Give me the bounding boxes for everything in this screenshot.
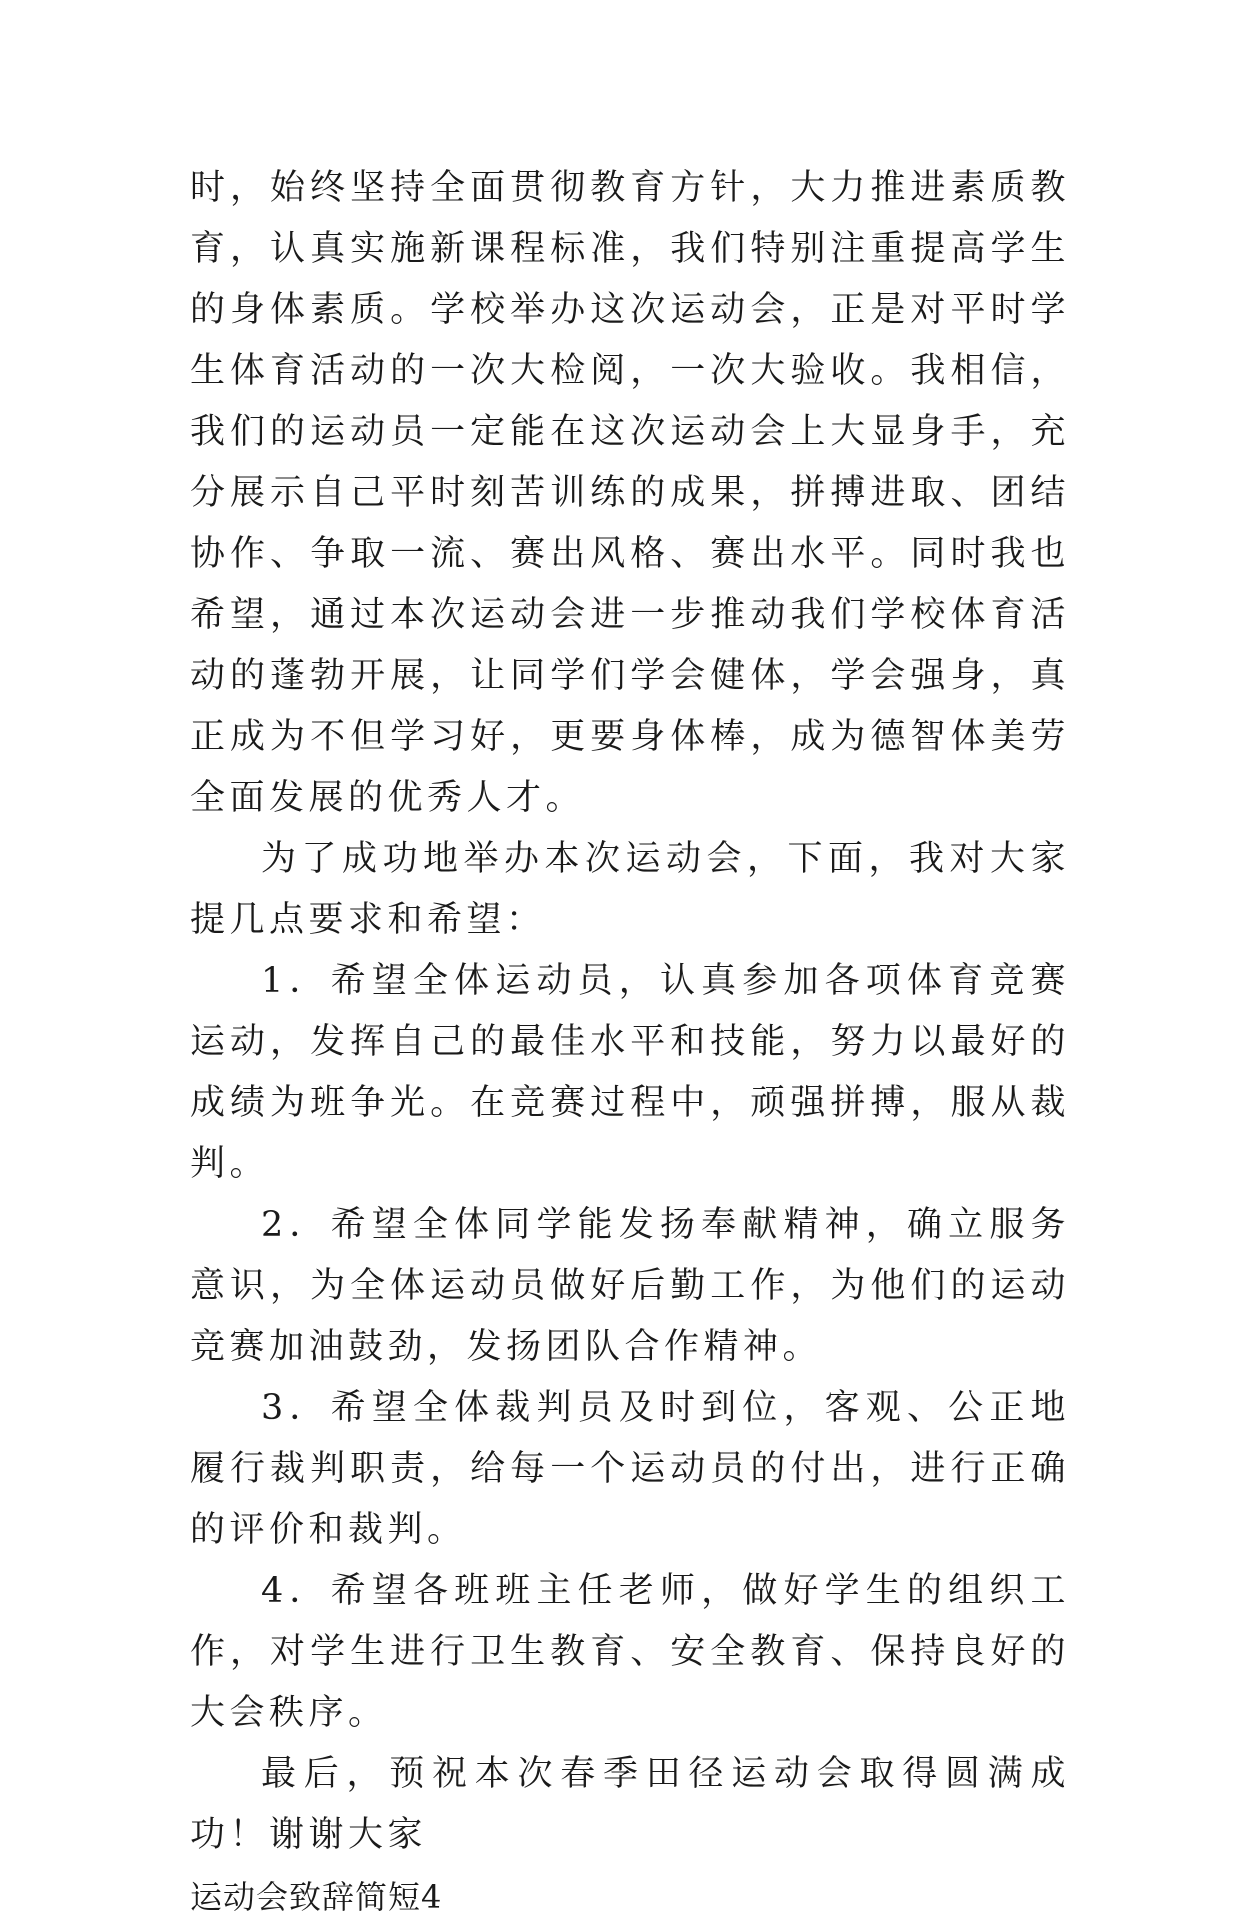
section-heading: 运动会致辞简短4 [190, 1878, 443, 1916]
paragraph-requirement-1: 1．希望全体运动员，认真参加各项体育竞赛运动，发挥自己的最佳水平和技能，努力以最好的成绩为班争光。在竞赛过程中，顽强拼搏，服从裁判。 [190, 961, 1070, 1184]
paragraph-requirement-3: 3．希望全体裁判员及时到位，客观、公正地履行裁判职责，给每一个运动员的付出，进行正确的评价和裁判。 [190, 1388, 1070, 1550]
paragraph-closing: 最后，预祝本次春季田径运动会取得圆满成功！谢谢大家 [190, 1754, 1070, 1855]
paragraph-intro-requirements: 为了成功地举办本次运动会，下面，我对大家提几点要求和希望： [190, 839, 1070, 940]
paragraph-requirement-2: 2．希望全体同学能发扬奉献精神，确立服务意识，为全体运动员做好后勤工作，为他们的运动竞赛加油鼓劲，发扬团队合作精神。 [190, 1205, 1070, 1367]
paragraph-continuation: 时，始终坚持全面贯彻教育方针，大力推进素质教育，认真实施新课程标准，我们特别注重提高学生的身体素质。学校举办这次运动会，正是对平时学生体育活动的一次大检阅，一次大验收。我相信，我们的运动员一定能在这次运动会上大显身手，充分展示自己平时刻苦训练的成果，拼搏进取、团结协作、争取一流、赛出风格、赛出水平。同时我也希望，通过本次运动会进一步推动我们学校体育活动的蓬勃开展，让同学们学会健体，学会强身，真正成为不但学习好，更要身体棒，成为德智体美劳全面发展的优秀人才。 [190, 168, 1070, 818]
document-body [190, 158, 1070, 1929]
paragraph-requirement-4: 4．希望各班班主任老师，做好学生的组织工作，对学生进行卫生教育、安全教育、保持良好的大会秩序。 [190, 1571, 1070, 1733]
